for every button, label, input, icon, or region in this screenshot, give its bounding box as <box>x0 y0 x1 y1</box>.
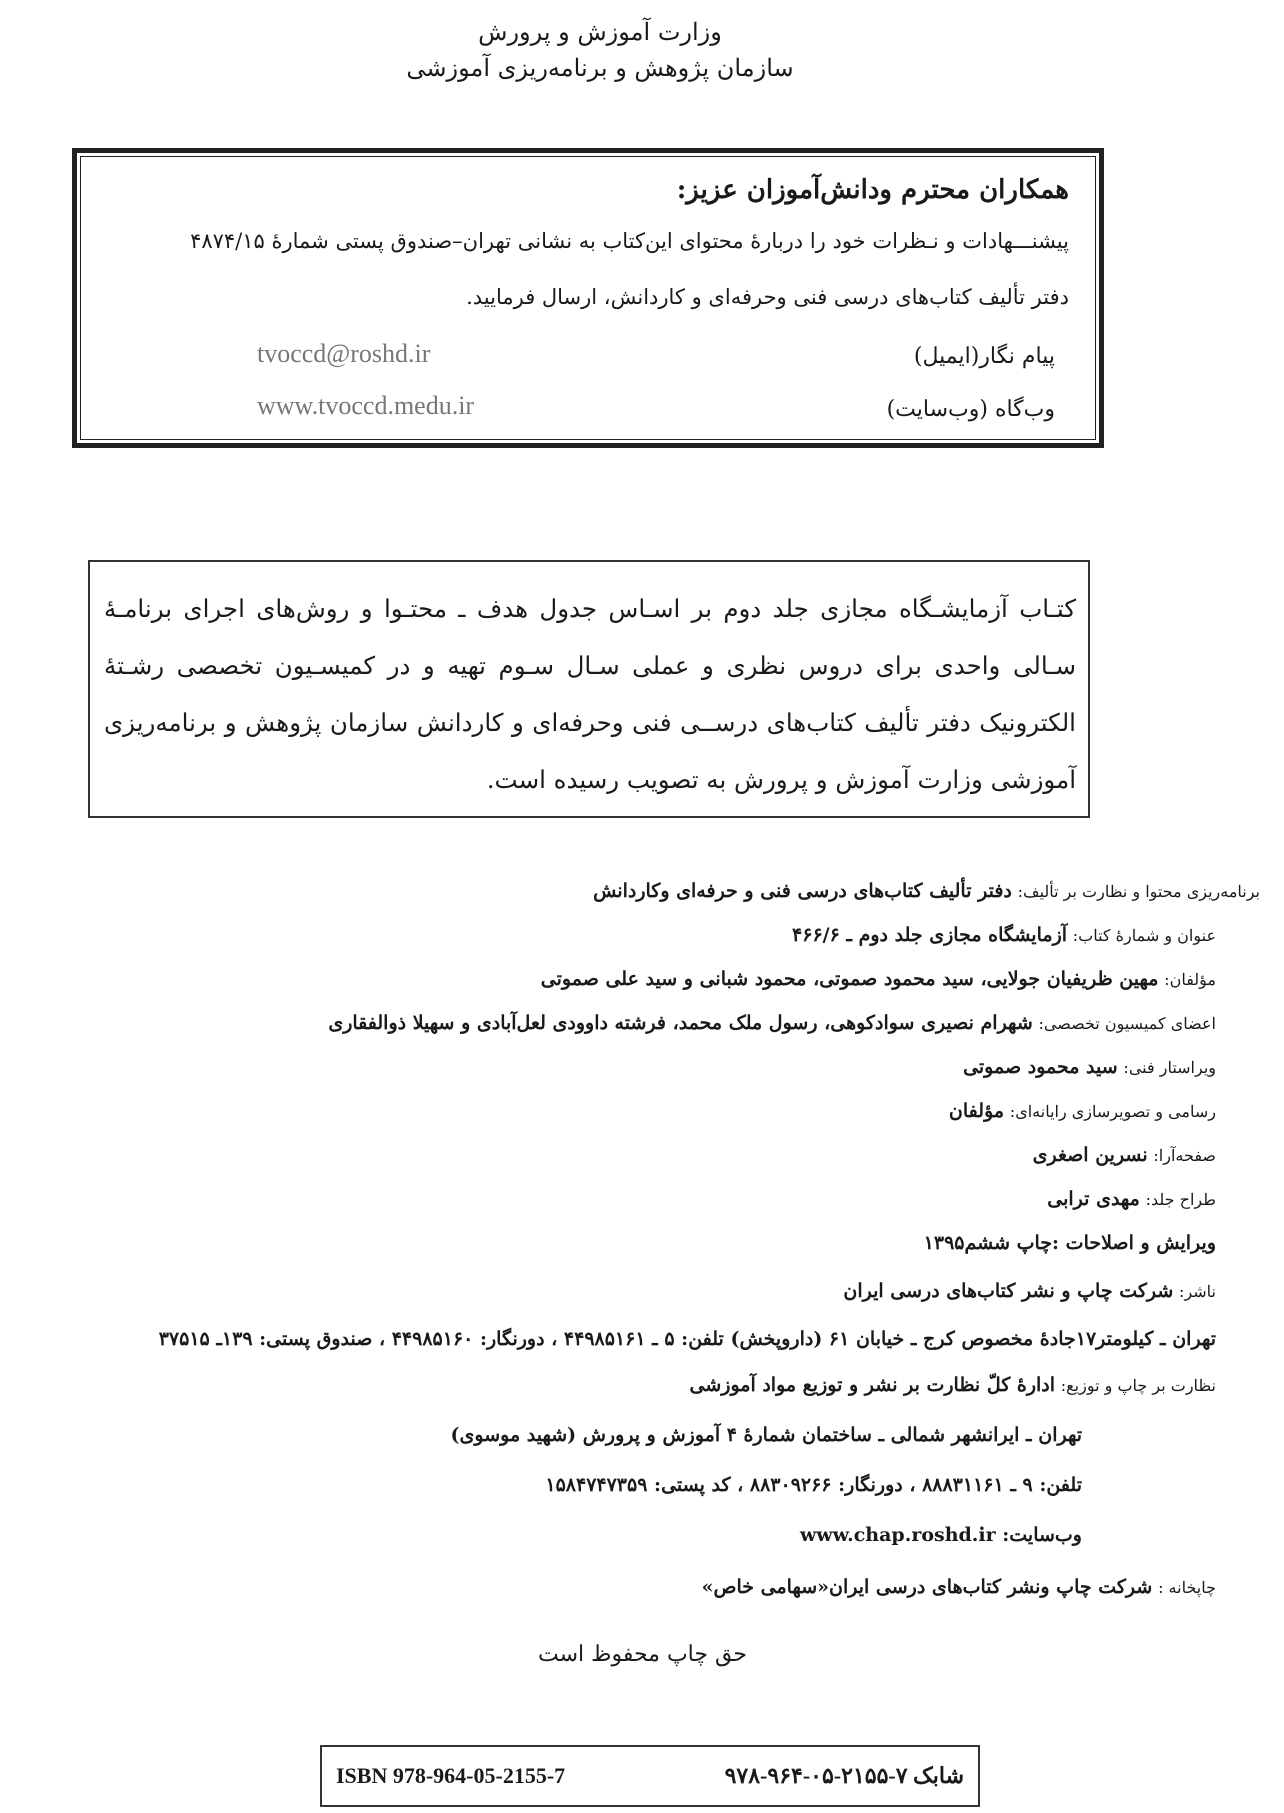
approval-box <box>88 560 1090 818</box>
contact-paragraph-line2: دفتر تألیف کتاب‌های درسی فنی وحرفه‌ای و کاردانش، ارسال فرمایید. <box>466 285 1069 309</box>
ministry-name: وزارت آموزش و پرورش <box>478 18 722 46</box>
credit-authors <box>541 968 1216 990</box>
credit-label: رسامی و تصویرسازی رایانه‌ای: <box>1009 1102 1216 1121</box>
credit-label: ناشر: <box>1179 1282 1216 1301</box>
credit-layout <box>1033 1144 1216 1166</box>
credit-label: عنوان و شمارهٔ کتاب: <box>1072 926 1216 945</box>
credit-value: مهین ظریفیان جولایی، سید محمود صموتی، محمود شبانی و سید علی صموتی <box>540 968 1159 990</box>
credit-value: نسرین اصغری <box>1032 1144 1148 1166</box>
isbn-latin: ISBN 978-964-05-2155-7 <box>336 1763 566 1788</box>
supervision-website[interactable]: وب‌سایت: www.chap.roshd.ir <box>799 1524 1082 1546</box>
publisher-address: تهران ـ کیلومتر۱۷جادهٔ مخصوص کرج ـ خیابان ۶۱ (داروپخش) تلفن: ۵ ـ ۴۴۹۸۵۱۶۱ ، دورنگار: ۴۴۹۸۵۱۶۰ ، صندوق پستی: ۱۳۹ـ ۳۷۵۱۵ <box>158 1328 1216 1350</box>
credit-value: مهدی ترابی <box>1047 1188 1140 1210</box>
credit-label: ویراستار فنی: <box>1123 1058 1216 1077</box>
contact-box <box>72 148 1104 448</box>
credit-value: سید محمود صموتی <box>963 1056 1118 1078</box>
credit-editor <box>963 1056 1216 1078</box>
credit-edition: ویرایش و اصلاحات :چاپ ششم۱۳۹۵ <box>923 1232 1216 1254</box>
credit-label: طراح جلد: <box>1145 1190 1216 1209</box>
credit-publisher <box>843 1280 1216 1302</box>
credit-printer <box>702 1576 1216 1598</box>
email-address[interactable]: tvoccd@roshd.ir <box>257 339 431 368</box>
isbn-persian: شابک ۷-۲۱۵۵-۰۵-۹۶۴-۹۷۸ <box>724 1763 964 1788</box>
credit-value: دفتر تألیف کتاب‌های درسی فنی و حرفه‌ای وکاردانش <box>593 880 1012 902</box>
website-label: وب‌گاه (وب‌سایت) <box>886 397 1055 422</box>
website-link[interactable]: www.tvoccd.medu.ir <box>257 391 475 420</box>
supervision-address: تهران ـ ایرانشهر شمالی ـ ساختمان شمارهٔ ۴ آموزش و پرورش (شهید موسوی) <box>450 1424 1082 1446</box>
credit-label: اعضای کمیسیون تخصصی: <box>1038 1014 1216 1033</box>
credit-value: ادارهٔ کلّ نظارت بر نشر و توزیع مواد آموزشی <box>689 1374 1056 1396</box>
ministry-header <box>0 14 1284 86</box>
credit-title <box>792 924 1216 946</box>
greeting-heading: همکاران محترم ودانش‌آموزان عزیز: <box>676 175 1069 205</box>
credit-cover <box>1047 1188 1216 1210</box>
credit-committee <box>328 1012 1216 1034</box>
credit-value: مؤلفان <box>948 1100 1005 1122</box>
approval-text: کتـاب آزمایشـگاه مجازی جلد دوم بر اسـاس جدول هدف ـ محتـوا و روش‌های اجرای برنامـهٔ سـالی واحدی برای دروس نظری و عملی سـال سـوم تهیه و در کمیسـیون تخصصی رشـتهٔ الکترونیک دفتر تألیف کتاب‌های درســی فنی وحرفه‌ای و کاردانش سازمان پژوهش و برنامه‌ریزی آموزشی وزارت آموزش و پرورش به تصویب رسیده است. <box>104 594 1076 794</box>
credit-label: نظارت بر چاپ و توزیع: <box>1060 1376 1216 1395</box>
isbn-box <box>320 1745 980 1807</box>
supervision-phone: تلفن: ۹ ـ ۸۸۸۳۱۱۶۱ ، دورنگار: ۸۸۳۰۹۲۶۶ ، کد پستی: ۱۵۸۴۷۴۷۳۵۹ <box>545 1474 1082 1496</box>
copyright-notice: حق چاپ محفوظ است <box>538 1642 747 1667</box>
credit-supervision <box>690 1374 1216 1396</box>
credit-value: شهرام نصیری سوادکوهی، رسول ملک محمد، فرشته داوودی لعل‌آبادی و سهیلا ذوالفقاری <box>328 1012 1033 1034</box>
credit-label: صفحه‌آرا: <box>1153 1146 1216 1165</box>
credit-label: برنامه‌ریزی محتوا و نظارت بر تألیف: <box>1017 882 1260 901</box>
credit-planning <box>593 880 1260 902</box>
credit-value: شرکت چاپ ونشر کتاب‌های درسی ایران«سهامی خاص» <box>701 1576 1153 1598</box>
credit-label: چاپخانه : <box>1158 1578 1216 1597</box>
contact-paragraph-line1: پیشنـــهادات و نـظرات خود را دربارهٔ محتوای این‌کتاب به نشانی تهران–صندوق پستی شمارهٔ ۴۸۷۴/۱۵ <box>190 229 1069 253</box>
organization-name: سازمان پژوهش و برنامه‌ریزی آموزشی <box>406 54 794 82</box>
email-label: پیام نگار(ایمیل) <box>913 344 1055 369</box>
credit-drawing <box>949 1100 1216 1122</box>
credit-value: شرکت چاپ و نشر کتاب‌های درسی ایران <box>843 1280 1174 1302</box>
credit-label: مؤلفان: <box>1164 970 1216 989</box>
credit-value: آزمایشگاه مجازی جلد دوم ـ ۴۶۶/۶ <box>792 924 1068 946</box>
